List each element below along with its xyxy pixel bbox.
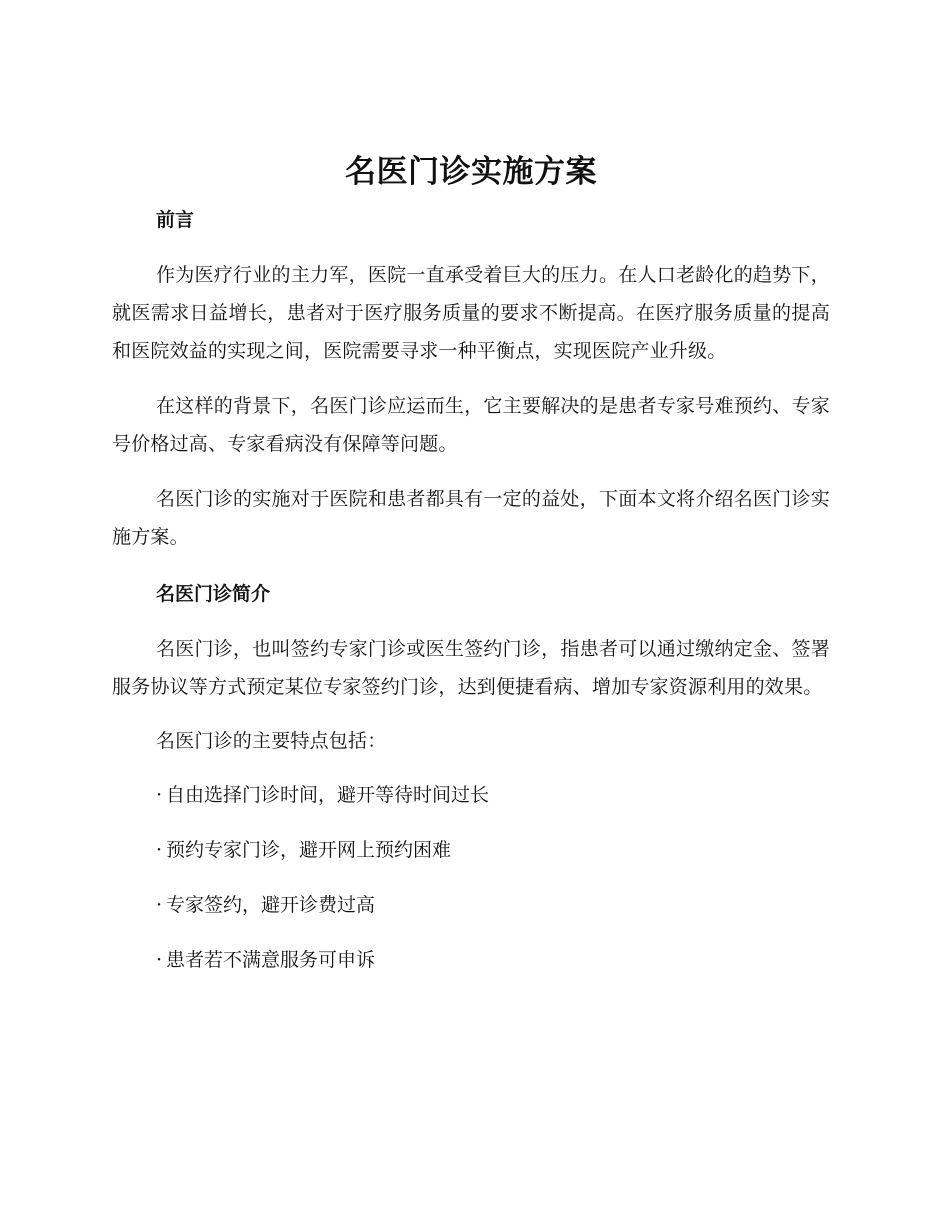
list-item [112,831,830,869]
list-item-text: 专家签约，避开诊费过高 [166,894,376,916]
document-title: 名医门诊实施方案 [345,154,597,190]
bullet-mark: · [156,894,163,916]
list-item [112,776,830,814]
paragraph: 名医门诊的实施对于医院和患者都具有一定的益处，下面本文将介绍名医门诊实施方案。 [112,488,830,548]
list-item [112,941,830,979]
paragraph: 名医门诊，也叫签约专家门诊或医生签约门诊，指患者可以通过缴纳定金、签署服务协议等方式预定某位专家签约门诊，达到便捷看病、增加专家资源利用的效果。 [112,638,830,698]
list-item [112,886,830,924]
paragraph: 作为医疗行业的主力军，医院一直承受着巨大的压力。在人口老龄化的趋势下，就医需求日益增长，患者对于医疗服务质量的要求不断提高。在医疗服务质量的提高和医院效益的实现之间，医院需要寻求一种平衡点，实现医院产业升级。 [112,264,830,362]
paragraph: 名医门诊的主要特点包括： [156,730,387,752]
list-item-text: 预约专家门诊，避开网上预约困难 [166,839,452,861]
bullet-mark: · [156,949,163,971]
list-item-text: 自由选择门诊时间，避开等待时间过长 [166,784,490,806]
list-item-text: 患者若不满意服务可申诉 [166,949,376,971]
section-heading-preface: 前言 [156,209,195,231]
paragraph: 在这样的背景下，名医门诊应运而生，它主要解决的是患者专家号难预约、专家号价格过高、专家看病没有保障等问题。 [112,395,830,455]
bullet-mark: · [156,839,163,861]
document-page [112,150,830,996]
bullet-mark: · [156,784,163,806]
feature-list [112,776,830,979]
section-heading-intro: 名医门诊简介 [156,583,271,605]
